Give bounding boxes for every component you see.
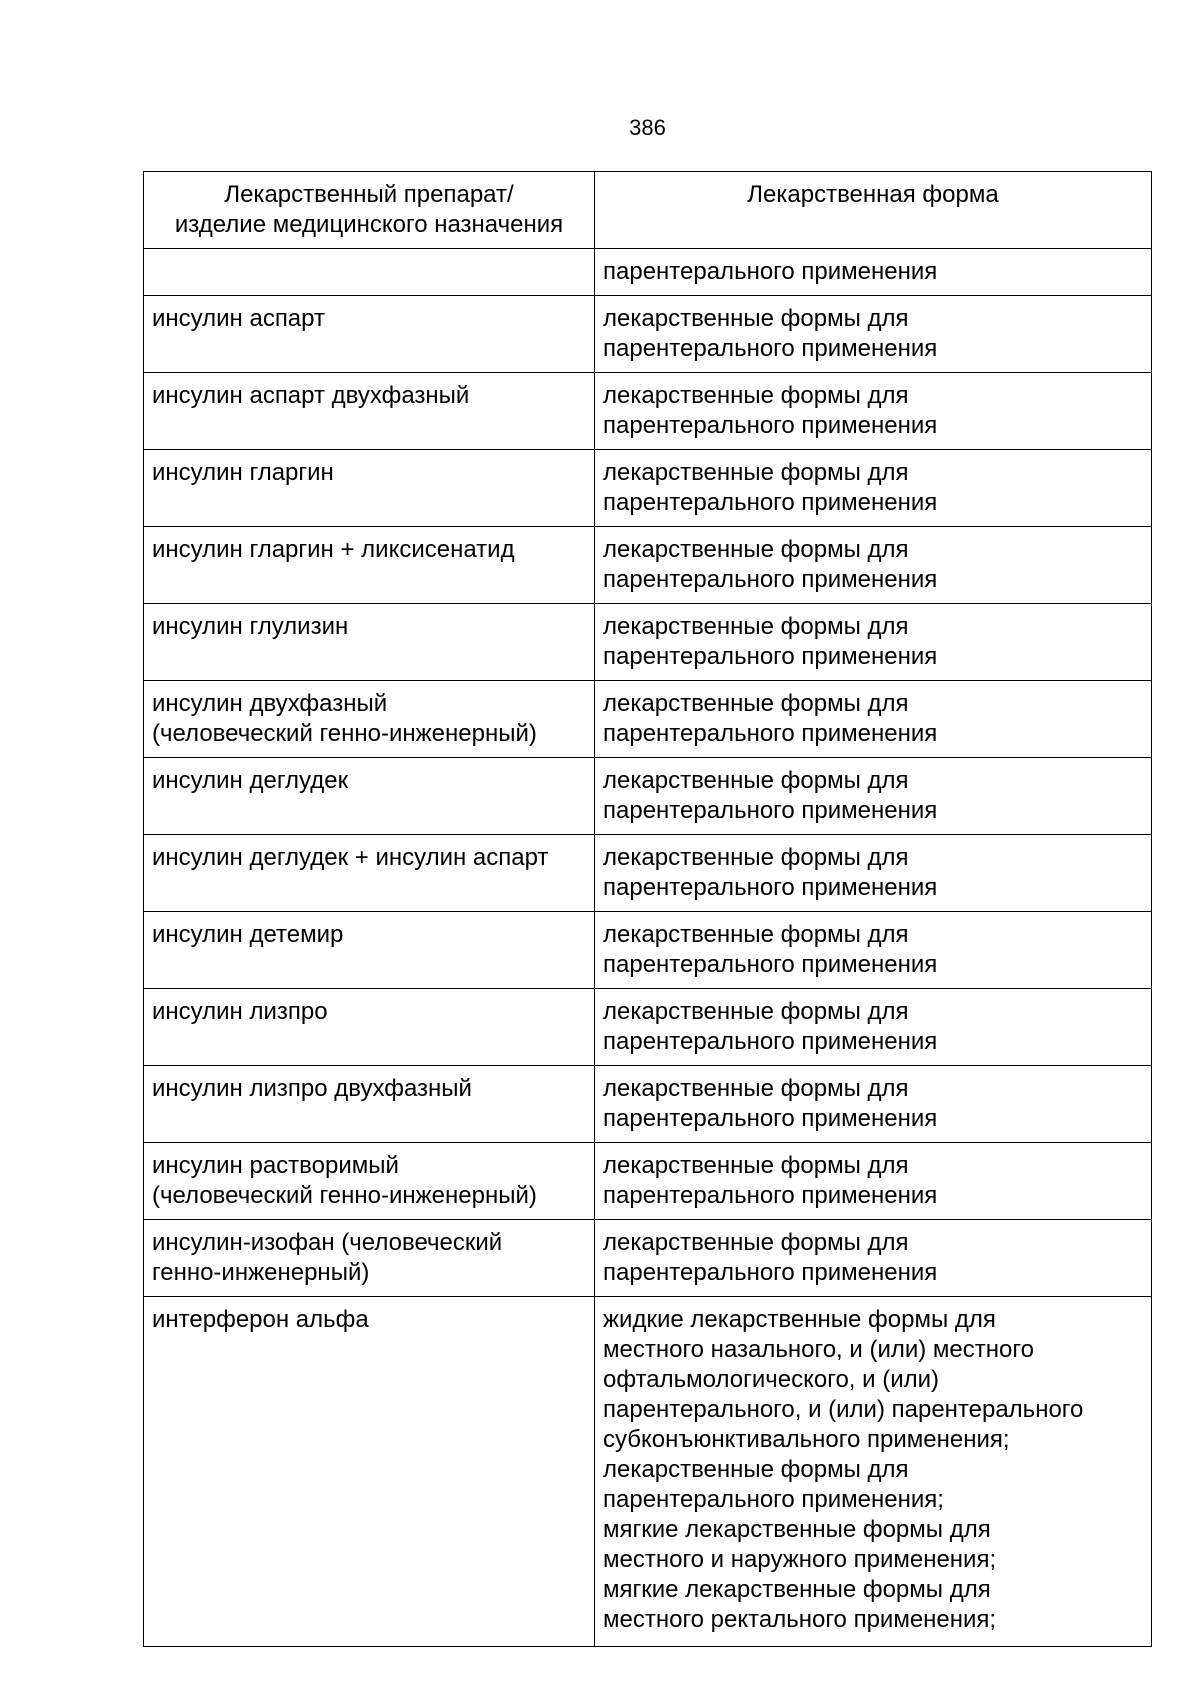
table-row [144, 1297, 1152, 1647]
header-drug: Лекарственный препарат/ изделие медицинского назначения [144, 172, 595, 249]
drug-name-cell: инсулин-изофан (человеческий генно-инженерный) [144, 1220, 595, 1297]
dosage-form-cell: парентерального применения [595, 249, 1152, 296]
dosage-form-cell: лекарственные формы для парентерального применения [595, 681, 1152, 758]
table-row [144, 681, 1152, 758]
table-header-row [144, 172, 1152, 249]
table-row [144, 249, 1152, 296]
dosage-form-cell: лекарственные формы для парентерального применения [595, 1220, 1152, 1297]
page-number: 386 [629, 115, 666, 140]
dosage-form-cell: лекарственные формы для парентерального применения [595, 835, 1152, 912]
table-row [144, 1220, 1152, 1297]
dosage-form-cell: лекарственные формы для парентерального применения [595, 989, 1152, 1066]
dosage-form-cell: лекарственные формы для парентерального применения [595, 604, 1152, 681]
table-row [144, 527, 1152, 604]
dosage-form-cell: жидкие лекарственные формы для местного назального, и (или) местного офтальмологического, и (или) парентерального, и (или) парентерального субконъюнктивального применения; лекарственные формы для парентерального применения; мягкие лекарственные формы для местного и наружного применения; мягкие лекарственные формы для местного ректального применения; [595, 1297, 1152, 1647]
dosage-form-cell: лекарственные формы для парентерального применения [595, 450, 1152, 527]
dosage-form-cell: лекарственные формы для парентерального применения [595, 1066, 1152, 1143]
drug-name-cell: инсулин деглудек [144, 758, 595, 835]
dosage-form-cell: лекарственные формы для парентерального применения [595, 527, 1152, 604]
drug-name-cell: инсулин глулизин [144, 604, 595, 681]
table-row [144, 758, 1152, 835]
drug-name-cell: инсулин аспарт двухфазный [144, 373, 595, 450]
drug-name-cell: интерферон альфа [144, 1297, 595, 1647]
table-row [144, 296, 1152, 373]
drug-name-cell: инсулин лизпро двухфазный [144, 1066, 595, 1143]
dosage-form-cell: лекарственные формы для парентерального применения [595, 1143, 1152, 1220]
drug-name-cell: инсулин деглудек + инсулин аспарт [144, 835, 595, 912]
drug-name-cell: инсулин детемир [144, 912, 595, 989]
table-row [144, 604, 1152, 681]
dosage-form-cell: лекарственные формы для парентерального применения [595, 912, 1152, 989]
drug-name-cell: инсулин аспарт [144, 296, 595, 373]
table-row [144, 373, 1152, 450]
drug-name-cell: инсулин двухфазный (человеческий генно-инженерный) [144, 681, 595, 758]
drug-name-cell: инсулин лизпро [144, 989, 595, 1066]
drug-name-cell [144, 249, 595, 296]
drug-name-cell: инсулин растворимый (человеческий генно-инженерный) [144, 1143, 595, 1220]
drug-table [143, 171, 1152, 1647]
dosage-form-cell: лекарственные формы для парентерального применения [595, 296, 1152, 373]
drug-name-cell: инсулин гларгин + ликсисенатид [144, 527, 595, 604]
table-row [144, 450, 1152, 527]
header-dosage-form: Лекарственная форма [595, 172, 1152, 249]
table-row [144, 912, 1152, 989]
dosage-form-cell: лекарственные формы для парентерального применения [595, 758, 1152, 835]
dosage-form-cell: лекарственные формы для парентерального применения [595, 373, 1152, 450]
drug-name-cell: инсулин гларгин [144, 450, 595, 527]
table-row [144, 835, 1152, 912]
table-row [144, 1143, 1152, 1220]
table-row [144, 989, 1152, 1066]
table-row [144, 1066, 1152, 1143]
